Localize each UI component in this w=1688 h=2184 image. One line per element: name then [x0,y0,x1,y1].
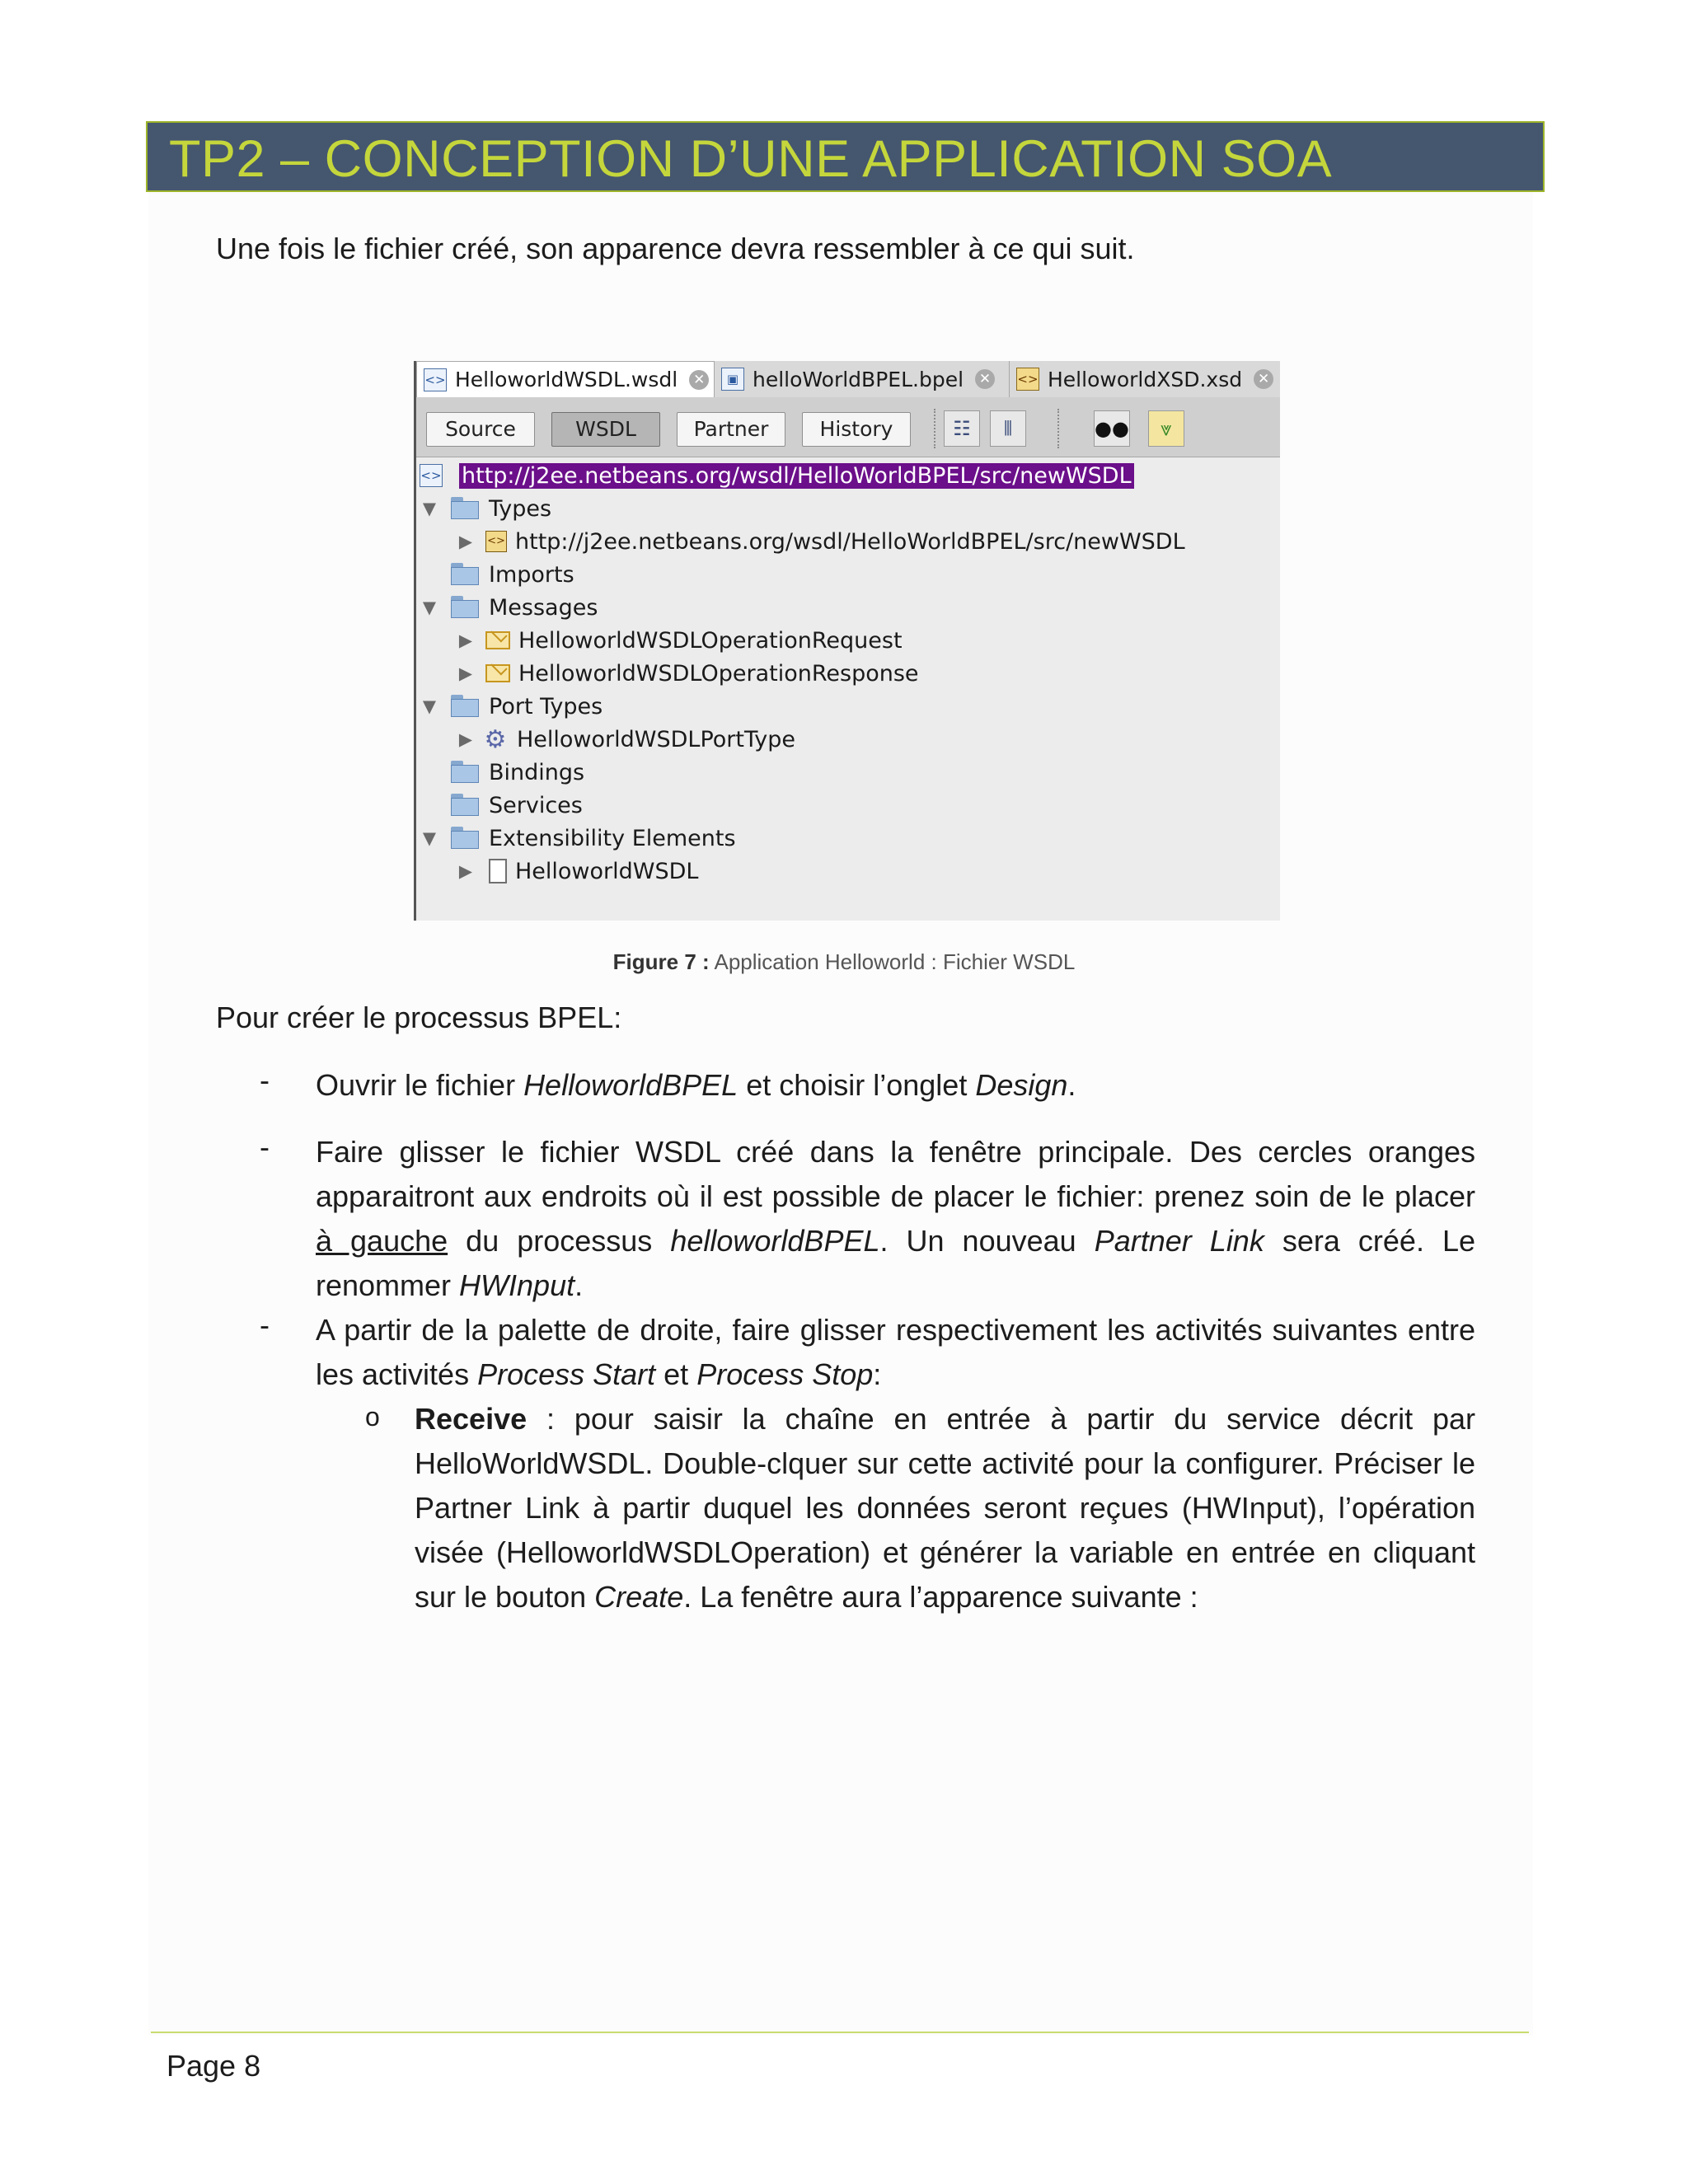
text-run: et choisir l’onglet [738,1068,976,1102]
bullet-drag-wsdl [316,1130,1475,1308]
wsdl-file-icon: <> [420,464,443,487]
tab-label: HelloworldXSD.xsd [1048,367,1243,391]
editor-tab-bar [416,361,1280,398]
toolbar-separator [1057,409,1061,448]
intro-paragraph: Une fois le fichier créé, son apparence devra ressembler à ce qui suit. [216,232,1135,265]
underlined-text: à gauche [316,1224,448,1258]
tree-label: HelloworldWSDLOperationResponse [518,660,919,687]
wsdl-tree [416,457,1280,921]
toolbar-separator [934,409,937,448]
xsd-schema-icon: <> [485,531,507,552]
tree-node-extensibility[interactable] [420,822,736,855]
tab-helloworld-wsdl[interactable] [416,361,715,397]
lead-paragraph: Pour créer le processus BPEL: [216,1001,622,1034]
bpel-file-icon: ▣ [721,368,744,391]
tree-node-types-child[interactable] [456,525,1185,558]
text-run: sera créé. Le renommer [316,1224,1476,1302]
bullet-open-bpel [316,1063,1475,1108]
folder-icon [451,761,481,784]
emphasis: Process Stop [696,1357,874,1391]
tree-label: Imports [489,561,574,588]
document-icon [489,859,507,883]
binoculars-icon[interactable]: ●● [1094,410,1130,447]
tree-node-imports[interactable] [420,558,574,591]
tree-label: Bindings [489,759,585,785]
expanded-triangle-icon[interactable]: ▼ [422,598,437,617]
xsd-file-icon: <> [1016,368,1039,391]
tree-node-response[interactable] [456,657,919,690]
partner-button[interactable]: Partner [677,412,785,447]
collapsed-triangle-icon[interactable]: ▶ [458,663,473,683]
tree-root[interactable] [420,459,1134,492]
expanded-triangle-icon[interactable]: ▼ [422,828,437,848]
tree-view-icon[interactable]: ☷ [944,410,980,447]
emphasis: HelloworldBPEL [523,1068,738,1102]
bullet-palette [316,1308,1475,1397]
tree-label: HelloworldWSDLOperationRequest [518,627,903,654]
emphasis: Partner Link [1094,1224,1264,1258]
folder-icon [451,695,481,718]
tree-node-request[interactable] [456,624,903,657]
emphasis: Create [594,1580,684,1614]
text-run: . [574,1268,584,1302]
emphasis: helloworldBPEL [670,1224,880,1258]
close-icon[interactable]: ✕ [975,369,995,389]
caption-text: Application Helloworld : Fichier WSDL [709,949,1076,974]
header-banner [146,121,1545,192]
collapsed-triangle-icon[interactable]: ▶ [458,729,473,749]
validate-icon[interactable]: ⩔ [1148,410,1184,447]
bullet-marker: - [260,1063,270,1097]
sub-bullet-marker: o [365,1402,380,1432]
text-run: . [1067,1068,1076,1102]
tab-label: helloWorldBPEL.bpel [753,367,964,391]
tree-node-port-type[interactable] [456,723,795,756]
tab-helloworld-bpel[interactable] [715,361,1010,397]
message-envelope-icon [485,631,510,649]
tree-label: Services [489,792,583,818]
emphasis: Process Start [477,1357,656,1391]
tree-node-port-types[interactable] [420,690,603,723]
footer-divider [151,2032,1529,2033]
tree-node-messages[interactable] [420,591,598,624]
tree-label: Extensibility Elements [489,825,736,851]
expanded-triangle-icon[interactable]: ▼ [422,499,437,518]
history-button[interactable]: History [802,412,911,447]
tree-label: http://j2ee.netbeans.org/wsdl/HelloWorldBPEL/src/newWSDL [515,528,1185,555]
collapsed-triangle-icon[interactable]: ▶ [458,630,473,650]
text-run: Faire glisser le fichier WSDL créé dans la fenêtre principale. Des cercles oranges apparaitront aux endroits où il est possible de placer le fichier: prenez soin de le placer [316,1135,1475,1213]
bullet-marker: - [260,1130,270,1164]
bullet-marker: - [260,1308,270,1342]
tree-label: HelloworldWSDLPortType [517,726,795,752]
gears-icon: ⚙ [484,724,507,754]
folder-icon [451,497,481,520]
collapsed-triangle-icon[interactable]: ▶ [458,861,473,881]
text-run: : pour saisir la chaîne en entrée à partir du service décrit par HelloWorldWSDL. Double-clquer sur cette activité pour la configurer. Préciser le Partner Link à partir duquel les données seront reçues (HWInput), l’opération visée (HelloworldWSDLOperation) et générer la variable en entrée en cliquant sur le bouton [415,1402,1475,1614]
tree-label: http://j2ee.netbeans.org/wsdl/HelloWorldBPEL/src/newWSDL [459,463,1134,489]
sub-bullet-receive [415,1397,1475,1619]
collapsed-triangle-icon[interactable]: ▶ [458,532,473,551]
folder-icon [451,794,481,817]
tree-label: Messages [489,594,598,621]
column-view-icon[interactable]: ⦀ [990,410,1026,447]
tree-node-ext-child[interactable] [456,855,698,888]
emphasis: Design [975,1068,1068,1102]
emphasis: HWInput [459,1268,575,1302]
tab-label: HelloworldWSDL.wsdl [455,368,678,391]
text-run: . La fenêtre aura l’apparence suivante : [683,1580,1198,1614]
message-envelope-icon [485,664,510,682]
caption-label: Figure 7 : [612,949,710,974]
folder-icon [451,596,481,619]
text-run: . Un nouveau [879,1224,1095,1258]
tab-helloworld-xsd[interactable] [1010,361,1280,397]
text-run: : [873,1357,882,1391]
tree-label: Types [489,495,552,522]
tree-node-types[interactable] [420,492,551,525]
text-run: et [655,1357,697,1391]
close-icon[interactable]: ✕ [689,370,709,390]
wsdl-file-icon: <> [424,368,447,391]
folder-icon [451,563,481,586]
wsdl-editor-screenshot [414,361,1280,921]
expanded-triangle-icon[interactable]: ▼ [422,696,437,716]
figure-caption [0,949,1688,975]
text-run: du processus [448,1224,671,1258]
bold-text: Receive [415,1402,528,1436]
tree-label: HelloworldWSDL [515,858,699,884]
close-icon[interactable]: ✕ [1254,369,1273,389]
source-button[interactable]: Source [426,412,535,447]
wsdl-button[interactable]: WSDL [551,412,660,447]
text-run: Ouvrir le fichier [316,1068,524,1102]
tree-node-bindings[interactable] [420,756,584,789]
editor-toolbar [416,397,1280,457]
page-title: TP2 – CONCEPTION D’UNE APPLICATION SOA [169,130,1333,188]
text-run: A partir de la palette de droite, faire glisser respectivement les activités suivantes entre les activités [316,1313,1475,1391]
folder-icon [451,827,481,850]
page-number: Page 8 [166,2049,261,2083]
tree-label: Port Types [489,693,603,719]
tree-node-services[interactable] [420,789,583,822]
